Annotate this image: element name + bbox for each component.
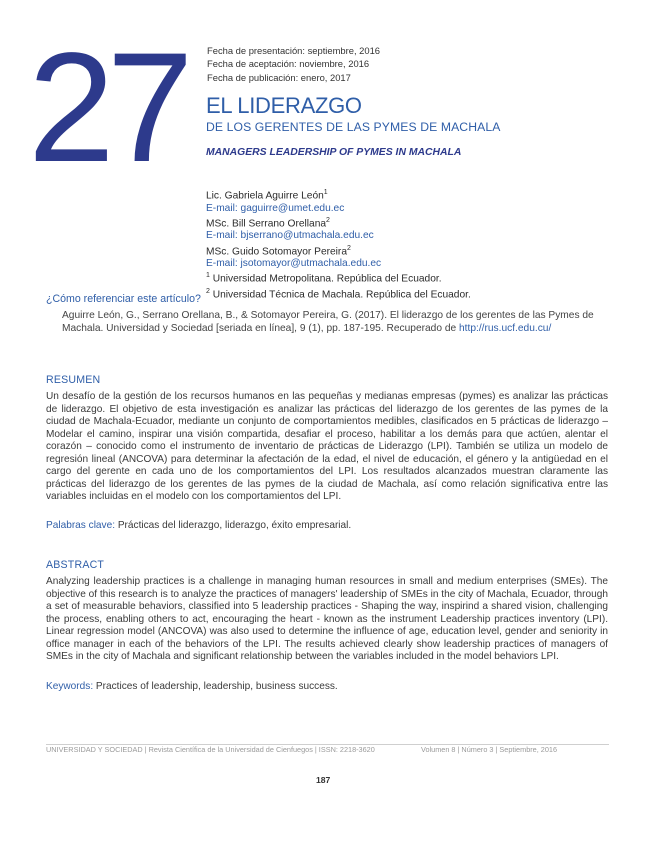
abstract-keywords bbox=[46, 681, 338, 692]
affiliation-1 bbox=[206, 270, 471, 286]
author-2-email bbox=[206, 230, 471, 242]
affiliation-marker: 2 bbox=[206, 287, 210, 295]
author-name: Lic. Gabriela Aguirre León bbox=[206, 190, 324, 202]
citation-heading: ¿Cómo referenciar este artículo? bbox=[46, 293, 201, 305]
affiliation-marker: 2 bbox=[326, 216, 330, 224]
affiliation-text: Universidad Metropolitana. República del Ecuador. bbox=[209, 273, 442, 285]
publication-dates bbox=[207, 44, 380, 84]
author-name: MSc. Bill Serrano Orellana bbox=[206, 218, 327, 230]
affiliation-2 bbox=[206, 286, 471, 302]
page-number: 187 bbox=[316, 775, 331, 785]
affiliation-marker: 1 bbox=[206, 272, 210, 280]
email-link[interactable]: gaguirre@umet.edu.ec bbox=[237, 202, 345, 214]
footer-journal: UNIVERSIDAD Y SOCIEDAD | Revista Científica de la Universidad de Cienfuegos | ISSN: 2218-3620 bbox=[46, 745, 375, 754]
resumen-heading: RESUMEN bbox=[46, 374, 101, 386]
citation-body: Aguirre León, G., Serrano Orellana, B., & Sotomayor Pereira, G. (2017). El liderazgo de los gerentes de las Pymes de Machala. Universidad y Sociedad [seriada en línea], 9 (1), pp. 187-195. Recuperado de bbox=[62, 310, 594, 334]
email-label: E-mail: bbox=[206, 258, 238, 270]
email-label: E-mail: bbox=[206, 230, 238, 242]
date-submitted: Fecha de presentación: septiembre, 2016 bbox=[207, 45, 381, 56]
email-label: E-mail: bbox=[206, 202, 238, 214]
article-number: 27 bbox=[28, 21, 186, 195]
author-name: MSc. Guido Sotomayor Pereira bbox=[206, 245, 347, 257]
author-3 bbox=[206, 243, 471, 259]
abstract-heading: ABSTRACT bbox=[46, 559, 105, 571]
affiliation-text: Universidad Técnica de Machala. República del Ecuador. bbox=[209, 289, 471, 301]
footer-volume: Volumen 8 | Número 3 | Septiembre, 2016 bbox=[421, 745, 558, 754]
email-link[interactable]: bjserrano@utmachala.edu.ec bbox=[237, 230, 374, 242]
author-2 bbox=[206, 215, 471, 231]
author-block bbox=[206, 187, 471, 302]
affiliation-marker: 1 bbox=[323, 189, 328, 196]
article-title-english: MANAGERS LEADERSHIP OF PYMES IN MACHALA bbox=[206, 147, 462, 158]
keywords-label: Keywords: bbox=[46, 681, 94, 692]
resumen-keywords bbox=[46, 520, 351, 531]
date-accepted: Fecha de aceptación: noviembre, 2016 bbox=[207, 58, 370, 70]
author-3-email bbox=[206, 258, 471, 270]
article-title: EL LIDERAZGO bbox=[206, 93, 362, 118]
article-subtitle: DE LOS GERENTES DE LAS PYMES DE MACHALA bbox=[206, 120, 501, 134]
abstract-text: Analyzing leadership practices is a challenge in managing human resources in small and medium enterprises (SMEs). The objective of this research is to analyze the practices of managers' leadership of SMEs in the city of Machala, Ecuador, through a set of measurable behaviors, classified into 5 leadership practices - Shaping the way, inspirind a shared vision, challenging the process, enabling others to act, encouraging the heart - known as the instrument Leadership practices inventory (LPI). Linear regression model (ANCOVA) was also used to determine the influence of age, education level, gender and seniority in office manager in each of the behaviors of the LPI. The results achieved clearly show leadership practices of managers of SMEs in the city of Machala and significant relationship between the variables included in the model behaviors LPI. bbox=[46, 576, 608, 663]
date-published: Fecha de publicación: enero, 2017 bbox=[207, 71, 351, 83]
author-1-email bbox=[206, 203, 471, 215]
affiliation-marker: 2 bbox=[346, 244, 351, 252]
author-1 bbox=[206, 187, 471, 203]
citation-url-link[interactable]: http://rus.ucf.edu.cu/ bbox=[459, 323, 552, 334]
keywords-label: Palabras clave: bbox=[46, 520, 116, 531]
citation-text bbox=[62, 309, 622, 335]
resumen-text: Un desafío de la gestión de los recursos humanos en las pequeñas y medianas empresas (pymes) es analizar las prácticas de liderazgo. El objetivo de esta investigación es analizar las prácticas del liderazgo de los gerentes de las pymes de la ciudad de Machala-Ecuador, mediante un conjunto de comportamientos medibles, clasificados en 5 prácticas de liderazgo – Modelar el camino, inspirar una visión compartida, desafiar el proceso, habilitar a los demás para que actúen, alentar el corazón – conocido como el instrumento de inventario de prácticas de Liderazgo (LPI). También se utiliza un modelo de regresión lineal (ANCOVA) para determinar la afectación de la edad, el nivel de educación, el género y la antigüedad en el cargo del gerente en cada uno de los comportamientos del LPI. Los resultados alcanzados muestran claramente las prácticas del liderazgo de los gerentes de las pymes de la ciudad de Machala, así como relación significativa entre las variables incluidas en el modelo con los comportamientos del LPI. bbox=[46, 391, 608, 503]
keywords-text: Practices of leadership, leadership, business success. bbox=[93, 681, 338, 692]
keywords-text: Prácticas del liderazgo, liderazgo, éxito empresarial. bbox=[115, 520, 352, 531]
email-link[interactable]: jsotomayor@utmachala.edu.ec bbox=[237, 258, 382, 270]
